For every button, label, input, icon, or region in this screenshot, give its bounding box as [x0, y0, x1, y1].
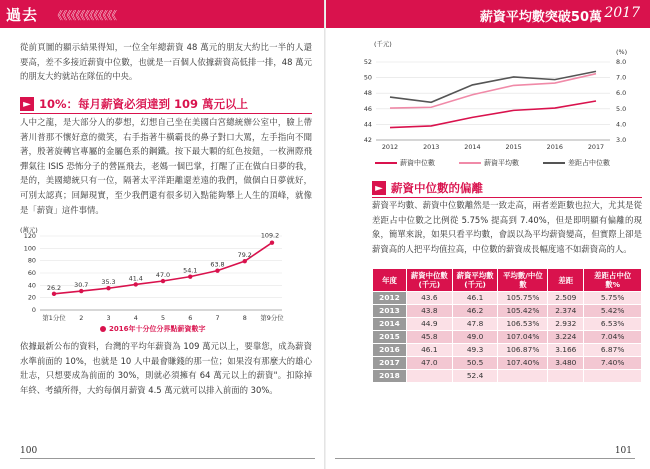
- decile-y-tick: 40: [27, 281, 36, 290]
- trend-series-line: [390, 74, 596, 108]
- salary-table: [372, 268, 642, 383]
- table-cell: 106.53%: [498, 318, 548, 331]
- decile-point: [106, 286, 110, 290]
- table-cell: 46.2: [452, 305, 498, 318]
- trend-series-line: [390, 101, 596, 128]
- table-cell: 106.87%: [498, 344, 548, 357]
- trend-x-tick: 2015: [505, 143, 522, 151]
- table-cell: 2.932: [548, 318, 584, 331]
- table-cell: 3.166: [548, 344, 584, 357]
- table-header-cell: 薪資平均數 (千元): [452, 269, 498, 292]
- trend-right-tick: 3.0: [616, 136, 627, 144]
- salary-trend-chart: [340, 32, 640, 170]
- table-row: [373, 357, 642, 370]
- decile-value-label: 30.7: [74, 281, 89, 290]
- decile-value-label: 54.1: [183, 266, 198, 275]
- trend-right-tick: 8.0: [616, 58, 627, 66]
- section-title: 10%：每月薪資必須達到 109 萬元以上: [39, 97, 249, 111]
- table-cell: 45.8: [406, 331, 452, 344]
- table-header-cell: 平均數/中位數: [498, 269, 548, 292]
- body-paragraph-1: 人中之龍，是大部分人的夢想，幻想自己坐在美國白宮總統辦公室中，臉上帶著川普那不懷好意的微笑，右手指著牛橫霸長的鼻子對口大罵，左手指向不聞著，殷著旋轉官專屬的金屬色系的鋼鐵。按下最大顆的紅色按鈕，一枚洲際飛彈氣往 ISIS 恐怖分子的營區飛去，老媽一個巴掌，打醒了正在做白日夢的我，是的，美國總統只有一位，隔著太平洋距離還差遠的我們，做個白日夢就好，可別太認真；回歸現實，至少我們還有很多切入點能夠攀上人生的頂峰，就像是「薪資」這件事情。: [20, 117, 312, 215]
- table-header-cell: 差距占中位 數%: [584, 269, 642, 292]
- table-cell: 3.224: [548, 331, 584, 344]
- decile-x-tick: 7: [215, 314, 220, 322]
- left-header-chevrons: 《《《《《《《《《《《《《: [52, 9, 116, 22]
- decile-value-label: 47.0: [155, 271, 171, 280]
- decile-value-label: 41.4: [128, 274, 143, 283]
- decile-value-label: 79.2: [237, 251, 252, 260]
- table-cell: 47.8: [452, 318, 498, 331]
- trend-left-tick: 46: [363, 104, 372, 113]
- trend-left-tick: 44: [363, 120, 372, 129]
- decile-x-tick: 4: [133, 314, 138, 322]
- section-heading-median: [372, 180, 483, 196]
- decile-point: [215, 268, 219, 272]
- trend-left-tick: 52: [363, 58, 372, 66]
- trend-right-axis-label: (%): [616, 48, 628, 56]
- trend-right-tick: 5.0: [616, 104, 627, 113]
- arrow-icon: ►: [20, 97, 34, 111]
- intro-paragraph: 從前頁圖的顯示結果得知，一位全年總薪資 48 萬元的朋友大約比一半的人還要高，差不多接近薪資中位數，也就是一百個人依據薪資高低排一排，48 萬元的朋友大約就站在隊伍的中央。: [20, 42, 312, 82]
- trend-left-tick: 50: [363, 73, 372, 82]
- trend-x-tick: 2014: [464, 143, 481, 151]
- arrow-icon: ►: [372, 181, 386, 195]
- legend-mean-line: [459, 162, 481, 164]
- decile-legend: [100, 324, 205, 334]
- trend-right-tick: 6.0: [616, 89, 627, 98]
- right-header-title: 薪資平均數突破50萬: [479, 10, 602, 25]
- table-row: [373, 331, 642, 344]
- table-row: [373, 344, 642, 357]
- right-header-bar: [326, 0, 650, 28]
- right-footer-line: [335, 458, 635, 459]
- decile-x-tick: 5: [160, 314, 166, 322]
- table-cell: 2.509: [548, 292, 584, 305]
- trend-left-tick: 48: [363, 89, 372, 98]
- trend-right-tick: 4.0: [616, 120, 627, 129]
- trend-x-tick: 2017: [587, 143, 605, 151]
- trend-x-tick: 2013: [423, 143, 440, 151]
- trend-x-tick: 2012: [381, 143, 399, 151]
- table-cell: 46.1: [452, 292, 498, 305]
- table-cell: 7.04%: [584, 331, 642, 344]
- decile-chart-title: 2016年十分位分界點薪資數字: [109, 325, 206, 333]
- table-cell: 105.42%: [498, 305, 548, 318]
- left-footer-line: [20, 458, 315, 459]
- body-paragraph-2: 依據最新公布的資料，台灣的平均年薪資為 109 萬元以上，要靠您，成為薪資水準前面的 10%，也就是 10 人中最會賺錢的那一位；如果沒有那麼大的雄心壯志，只想要成為前面的 30%，則就必須擁有 64 萬元以上的薪資"。扣除掉年終、考績所得，大約每個月薪資 4.5 萬元就可以排入前面的 30%。: [20, 341, 312, 395]
- legend-dot-icon: [100, 326, 106, 332]
- decile-point: [79, 289, 83, 293]
- table-header-cell: 年度: [373, 269, 407, 292]
- decile-point: [188, 274, 192, 278]
- table-year-cell: 2017: [373, 357, 407, 370]
- decile-x-tick: 6: [188, 314, 193, 322]
- table-row: [373, 292, 642, 305]
- decile-y-tick: 60: [27, 269, 36, 277]
- table-year-cell: 2015: [373, 331, 407, 344]
- legend-median-label: 薪資中位數: [400, 159, 435, 167]
- right-header-year: 2017: [604, 5, 640, 21]
- legend-median-line: [375, 162, 397, 164]
- decile-x-tick: 第1分位: [42, 314, 66, 322]
- table-cell: 43.8: [406, 305, 452, 318]
- decile-value-label: 26.2: [46, 283, 62, 292]
- decile-value-label: 63.8: [210, 260, 225, 269]
- table-cell: 2.374: [548, 305, 584, 318]
- table-header-cell: 差距: [548, 269, 584, 292]
- table-cell: 44.9: [406, 318, 452, 331]
- right-body-paragraph: 薪資平均數、薪資中位數離然是一致走高，兩者差距數也拉大，尤其是從差距占中位數之比例從 5.75% 提高到 7.40%，但是即明顯有偏離的現象，簡單來說，如果只看平均數，會誤以為平均薪資變高，但實際上卻是薪資高的人把平均值拉高，中位數的薪資成長幅度遠不如薪資高的人。: [372, 200, 642, 254]
- table-cell: 105.75%: [498, 292, 548, 305]
- table-cell: 107.04%: [498, 331, 548, 344]
- decile-y-tick: 120: [23, 232, 36, 240]
- table-year-cell: 2014: [373, 318, 407, 331]
- decile-y-tick: 20: [27, 293, 36, 302]
- decile-point: [134, 282, 138, 286]
- table-cell: 5.75%: [584, 292, 642, 305]
- decile-y-tick: 80: [27, 256, 36, 265]
- left-header-label: 過去: [6, 6, 39, 24]
- section-heading-10pct: [20, 96, 248, 112]
- table-cell: 43.6: [406, 292, 452, 305]
- section-title: 薪資中位數的偏離: [391, 181, 483, 195]
- table-cell: [406, 370, 452, 383]
- left-page-number: 100: [20, 446, 38, 456]
- table-cell: 52.4: [452, 370, 498, 383]
- legend-gap-label: 差距占中位數: [568, 159, 610, 167]
- decile-point: [243, 259, 247, 263]
- trend-right-tick: 7.0: [616, 73, 627, 82]
- table-cell: [548, 370, 584, 383]
- table-cell: [498, 370, 548, 383]
- trend-left-axis-label: (千元): [374, 40, 392, 48]
- decile-y-tick: 0: [31, 306, 36, 314]
- table-cell: 5.42%: [584, 305, 642, 318]
- trend-legend: [375, 158, 610, 168]
- table-cell: 49.0: [452, 331, 498, 344]
- right-page-number: 101: [614, 446, 632, 456]
- decile-x-tick: 8: [242, 314, 247, 322]
- decile-x-tick: 第9分位: [260, 314, 284, 322]
- table-year-cell: 2016: [373, 344, 407, 357]
- table-cell: 46.1: [406, 344, 452, 357]
- table-cell: 3.480: [548, 357, 584, 370]
- table-cell: 7.40%: [584, 357, 642, 370]
- table-year-cell: 2012: [373, 292, 407, 305]
- decile-value-label: 35.3: [101, 278, 116, 287]
- left-header-bar: [0, 0, 325, 28]
- section-underline: [20, 113, 312, 114]
- decile-x-tick: 2: [79, 314, 84, 322]
- decile-point: [270, 240, 274, 244]
- table-row: [373, 370, 642, 383]
- trend-x-tick: 2016: [546, 143, 563, 151]
- table-header-row: [373, 269, 642, 292]
- table-cell: [584, 370, 642, 383]
- trend-series-line: [390, 71, 596, 102]
- table-cell: 50.5: [452, 357, 498, 370]
- table-year-cell: 2018: [373, 370, 407, 383]
- table-cell: 49.3: [452, 344, 498, 357]
- table-year-cell: 2013: [373, 305, 407, 318]
- table-cell: 6.87%: [584, 344, 642, 357]
- table-cell: 6.53%: [584, 318, 642, 331]
- decile-x-tick: 3: [106, 314, 111, 322]
- decile-y-tick: 100: [23, 244, 36, 253]
- table-header-cell: 薪資中位數 (千元): [406, 269, 452, 292]
- trend-left-tick: 42: [363, 136, 372, 144]
- table-row: [373, 318, 642, 331]
- legend-mean-label: 薪資平均數: [484, 159, 519, 167]
- decile-y-label: (萬元): [20, 226, 38, 234]
- decile-value-label: 109.2: [260, 231, 280, 240]
- page-gutter: [324, 0, 326, 469]
- table-cell: 47.0: [406, 357, 452, 370]
- table-cell: 107.40%: [498, 357, 548, 370]
- decile-point: [161, 279, 165, 283]
- decile-point: [52, 292, 56, 296]
- legend-gap-line: [543, 162, 565, 164]
- decile-chart: [14, 224, 314, 336]
- table-row: [373, 305, 642, 318]
